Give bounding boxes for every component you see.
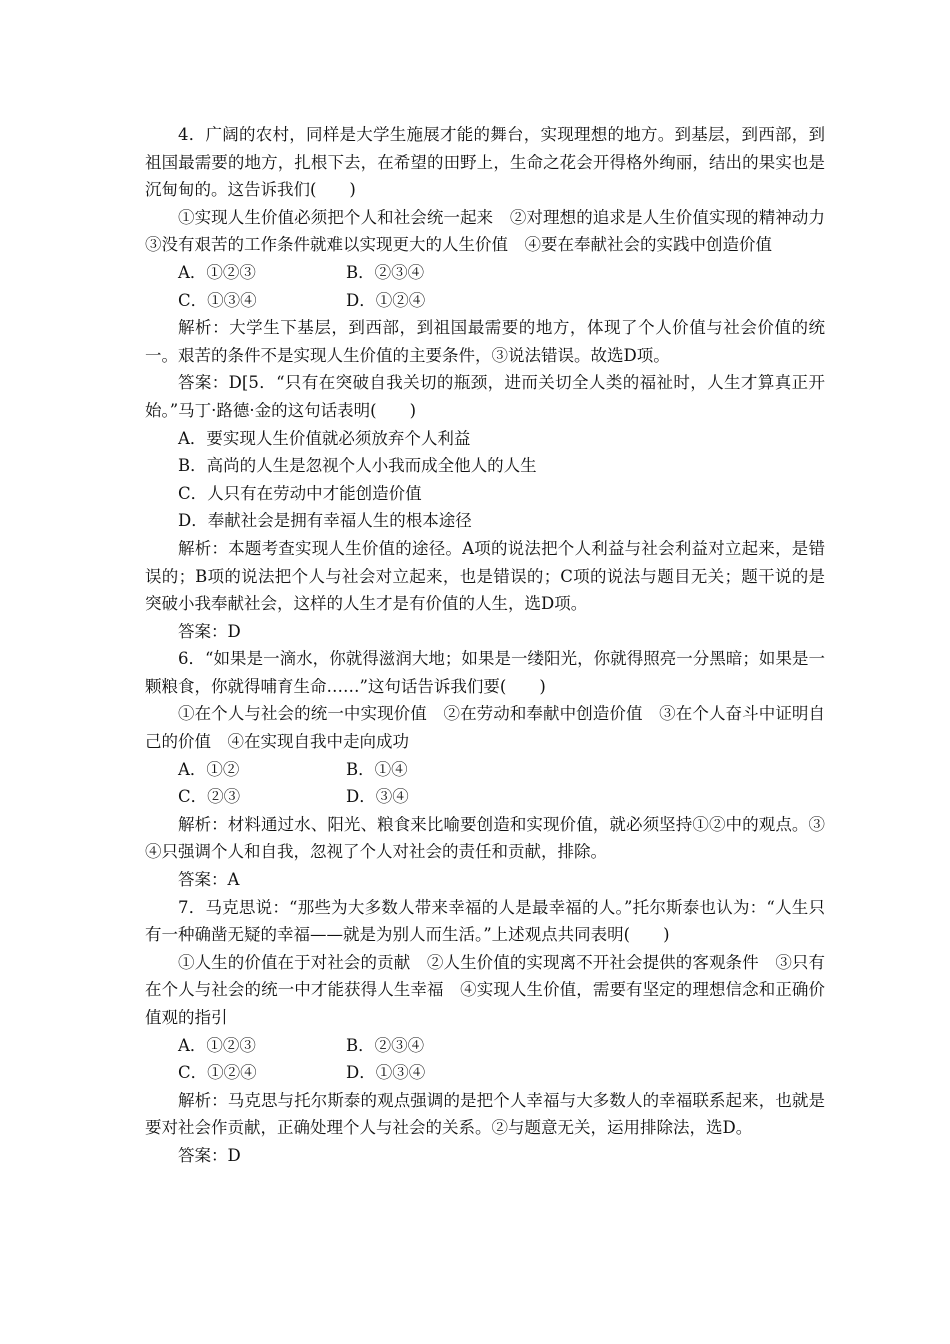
q5-option-b: B．高尚的人生是忽视个人小我而成全他人的人生 <box>178 456 537 476</box>
q7-answer: 答案：D <box>178 1145 241 1165</box>
q6-options-row-2 <box>145 783 825 811</box>
q5-answer: 答案：D <box>178 621 241 641</box>
q5-analysis: 解析：本题考查实现人生价值的途径。A项的说法把个人利益与社会利益对立起来，是错误的；B项的说法把个人与社会对立起来，也是错误的；C项的说法与题目无关；题干说的是突破小我奉献社会，这样的人生才是有价值的人生，选D项。 <box>145 538 825 614</box>
q7-option-d: D．①③④ <box>346 1063 426 1083</box>
q7-option-a: A．①②③ <box>178 1035 256 1055</box>
q4-option-a: A．①②③ <box>178 262 256 282</box>
q6-stem: 6．“如果是一滴水，你就得滋润大地；如果是一缕阳光，你就得照亮一分黑暗；如果是一颗粮食，你就得哺育生命……”这句话告诉我们要( ) <box>145 649 825 696</box>
q5-option-a: A．要实现人生价值就必须放弃个人利益 <box>178 428 471 448</box>
q6-items: ①在个人与社会的统一中实现价值 ②在劳动和奉献中创造价值 ③在个人奋斗中证明自己的价值 ④在实现自我中走向成功 <box>145 704 825 752</box>
q7-option-b: B．②③④ <box>346 1035 425 1055</box>
q6-option-a: A．①② <box>178 759 240 779</box>
q4-option-d: D．①②④ <box>346 290 426 310</box>
q7-option-c: C．①②④ <box>178 1063 257 1083</box>
q4-options-row-1 <box>145 259 825 287</box>
q7-items: ①人生的价值在于对社会的贡献 ②人生价值的实现离不开社会提供的客观条件 ③只有在个人与社会的统一中才能获得人生幸福 ④实现人生价值，需要有坚定的理想信念和正确价值观的指引 <box>145 952 825 1027</box>
q7-options-row-1 <box>145 1032 825 1060</box>
q4-analysis: 解析：大学生下基层，到西部，到祖国最需要的地方，体现了个人价值与社会价值的统一。艰苦的条件不是实现人生价值的主要条件，③说法错误。故选D项。 <box>145 318 825 365</box>
q6-analysis: 解析：材料通过水、阳光、粮食来比喻要创造和实现价值，就必须坚持①②中的观点。③④只强调个人和自我，忽视了个人对社会的责任和贡献，排除。 <box>145 814 825 862</box>
q7-options-row-2 <box>145 1059 825 1087</box>
q7-stem: 7．马克思说：“那些为大多数人带来幸福的人是最幸福的人。”托尔斯泰也认为：“人生只有一种确凿无疑的幸福——就是为别人而生活。”上述观点共同表明( ) <box>145 897 825 945</box>
q6-options-row-1 <box>145 756 825 784</box>
q4-stem: 4．广阔的农村，同样是大学生施展才能的舞台，实现理想的地方。到基层，到西部，到祖国最需要的地方，扎根下去，在希望的田野上，生命之花会开得格外绚丽，结出的果实也是沉甸甸的。这告诉我们( ) <box>145 125 825 200</box>
question-document <box>145 121 842 1170</box>
q4-options-row-2 <box>145 287 825 315</box>
q6-option-c: C．②③ <box>178 787 241 807</box>
q4-answer-q5-stem: 答案：D[5．“只有在突破自我关切的瓶颈，进而关切全人类的福祉时，人生才算真正开始。”马丁·路德·金的这句话表明( ) <box>145 373 825 420</box>
q6-answer: 答案：A <box>178 870 240 890</box>
q7-analysis: 解析：马克思与托尔斯泰的观点强调的是把个人幸福与大多数人的幸福联系起来，也就是要对社会作贡献，正确处理个人与社会的关系。②与题意无关，运用排除法，选D。 <box>145 1090 825 1138</box>
q4-option-c: C．①③④ <box>178 290 257 310</box>
q5-option-d: D．奉献社会是拥有幸福人生的根本途径 <box>178 511 472 531</box>
q6-option-d: D．③④ <box>346 787 409 807</box>
q5-option-c: C．人只有在劳动中才能创造价值 <box>178 483 422 503</box>
q4-items: ①实现人生价值必须把个人和社会统一起来 ②对理想的追求是人生价值实现的精神动力 ③没有艰苦的工作条件就难以实现更大的人生价值 ④要在奉献社会的实践中创造价值 <box>145 207 842 255</box>
q6-option-b: B．①④ <box>346 759 408 779</box>
q4-option-b: B．②③④ <box>346 262 425 282</box>
